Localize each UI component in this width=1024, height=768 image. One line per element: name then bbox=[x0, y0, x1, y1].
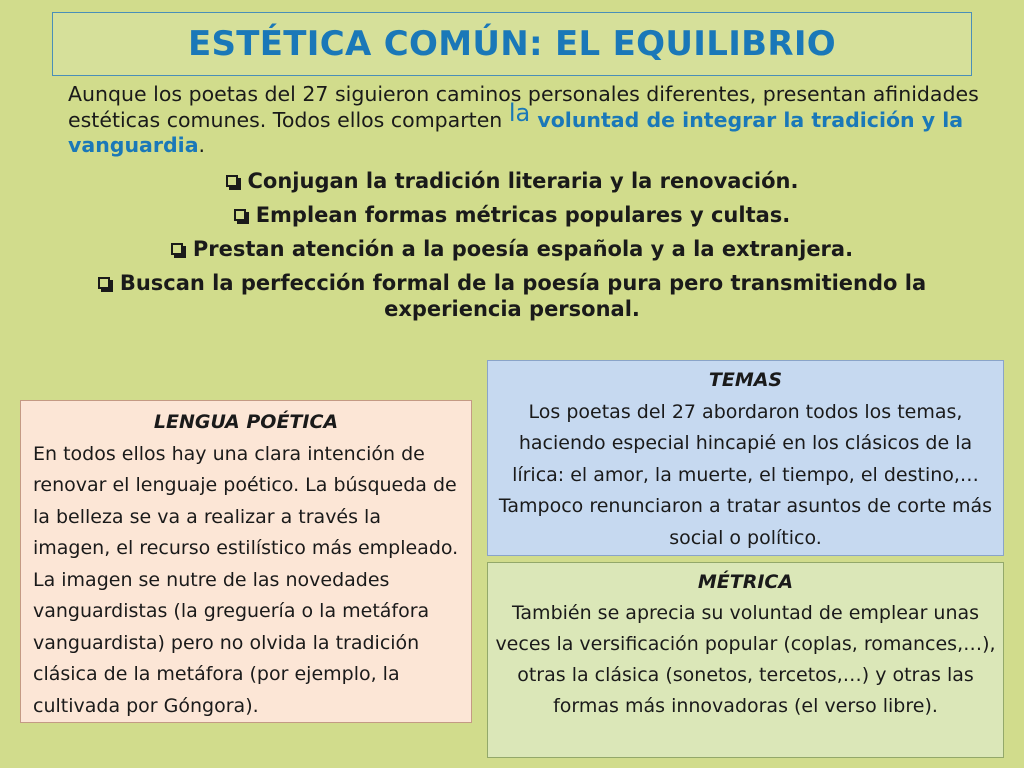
temas-heading: TEMAS bbox=[708, 369, 783, 391]
bullet-text: Conjugan la tradición literaria y la renovación. bbox=[247, 169, 799, 193]
intro-period: . bbox=[198, 133, 206, 157]
temas-body: Los poetas del 27 abordaron todos los temas, haciendo especial hincapié en los clásicos de la lírica: el amor, la muerte, el tiempo, el destino,… Tampoco renunciaron a tratar asuntos de corte más social o político. bbox=[498, 400, 993, 549]
intro-text: Aunque los poetas del 27 siguieron caminos personales diferentes, presentan afinidades estéticas comunes. Todos ellos comparten bbox=[68, 82, 979, 132]
metrica-body: También se aprecia su voluntad de emplear unas veces la versificación popular (coplas, romances,…), otras la clásica (sonetos, tercetos,…) y otras las formas más innovadoras (el verso libre). bbox=[495, 602, 996, 717]
lengua-body: En todos ellos hay una clara intención de renovar el lenguaje poético. La búsqueda de la belleza se va a realizar a través la imagen, el recurso estilístico más empleado. La imagen se nutre de las novedades vanguardistas (la greguería o la metáfora vanguardista) pero no olvida la tradición clásica de la metáfora (por ejemplo, la cultivada por Góngora). bbox=[33, 442, 459, 717]
lengua-heading: LENGUA POÉTICA bbox=[153, 411, 339, 433]
bullet-item bbox=[40, 270, 984, 322]
intro-la: la bbox=[508, 99, 531, 127]
slide-title: ESTÉTICA COMÚN: EL EQUILIBRIO bbox=[187, 24, 837, 64]
bullet-text: Buscan la perfección formal de la poesía pura pero transmitiendo la experiencia personal. bbox=[119, 271, 927, 321]
title-box bbox=[52, 12, 972, 76]
bullet-text: Prestan atención a la poesía española y a la extranjera. bbox=[192, 237, 854, 261]
checkbox-bullet-icon bbox=[226, 175, 238, 187]
bullet-text: Emplean formas métricas populares y cultas. bbox=[255, 203, 791, 227]
metrica-box bbox=[487, 562, 1004, 758]
metrica-heading: MÉTRICA bbox=[697, 571, 794, 593]
checkbox-bullet-icon bbox=[171, 243, 183, 255]
checkbox-bullet-icon bbox=[234, 209, 246, 221]
lengua-poetica-box bbox=[20, 400, 472, 723]
bullet-item bbox=[40, 202, 984, 228]
intro-paragraph bbox=[68, 82, 998, 158]
bullet-item bbox=[40, 236, 984, 262]
bullet-item bbox=[40, 168, 984, 194]
intro-highlight: voluntad de integrar la tradición y la vanguardia bbox=[68, 108, 964, 157]
temas-box bbox=[487, 360, 1004, 556]
bullet-list bbox=[40, 168, 984, 330]
checkbox-bullet-icon bbox=[98, 277, 110, 289]
